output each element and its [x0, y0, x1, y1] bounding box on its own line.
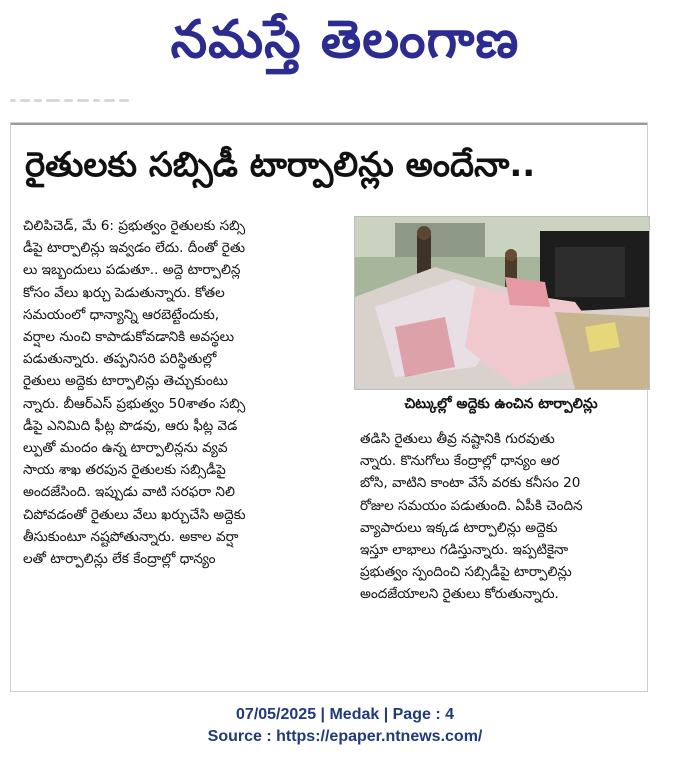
body-left-line: ల్పుతో మందం ఉన్న టార్పాలిన్లను వ్యవ — [23, 440, 228, 457]
body-right-line: ఇస్తూ లాభాలు గడిస్తున్నారు. ఇప్పటికైనా — [360, 542, 569, 559]
newspaper-logo: నమస్తే తెలంగాణ — [170, 9, 520, 70]
body-left-line: రైతులు అద్దెకు టార్పాలిన్లు తెచ్చుకుంటు — [23, 373, 228, 390]
body-left-line: పడుతున్నారు. తప్పనిసరి పరిస్థితుల్లో — [23, 351, 217, 368]
body-left-line: చిపోవడంతో రైతులు వేలు ఖర్చుచేసి అద్దెకు — [23, 506, 246, 523]
body-left-line: అందజేసింది. ఇప్పుడు వాటి సరఫరా నిలి — [23, 484, 235, 501]
top-rule — [11, 123, 647, 125]
body-left-line: తీసుకుంటూ నష్టపోతున్నారు. అకాల వర్షా — [23, 528, 239, 545]
article-body-left — [23, 215, 341, 570]
body-right-line: బోసి, వాటిని కాంటా వేసే వరకు కనీసం 20 — [360, 475, 581, 492]
body-right-line: రోజుల సమయం పడుతుంది. ఏపీకి చెందిన — [360, 497, 583, 514]
masthead — [0, 0, 690, 92]
article-column-left — [23, 215, 341, 570]
body-left-line: డీపై ఎనిమిది ఫీట్ల పొడవు, ఆరు ఫీట్ల వెడ — [23, 417, 238, 434]
body-left-line: లతో టార్పాలిన్లు లేక కేంద్రాల్లో ధాన్యం — [23, 551, 216, 568]
photo-caption: చిట్కుల్లో అద్దెకు ఉంచిన టార్పాలిన్లు — [404, 396, 598, 412]
body-right-line: వ్యాపారులు ఇక్కడ టార్పాలిన్లు అద్దెకు — [360, 519, 558, 536]
body-right-line: ప్రభుత్వం స్పందించి సబ్సిడీపై టార్పాలిన్లు — [360, 564, 572, 581]
body-left-line: న్నారు. బీఆర్ఎస్ ప్రభుత్వం 50శాతం సబ్సి — [23, 395, 246, 412]
footer — [0, 704, 690, 748]
body-left-line: చిలిపిచెడ్, మే 6: ప్రభుత్వం రైతులకు సబ్సి — [23, 218, 246, 234]
footer-date-page: 07/05/2025 | Medak | Page : 4 — [236, 706, 454, 723]
body-right-line: న్నారు. కొనుగోలు కేంద్రాల్లో ధాన్యం ఆర — [360, 453, 560, 470]
body-right-line: అందజేయాలని రైతులు కోరుతున్నారు. — [360, 586, 559, 603]
tarpaulin-photo — [355, 217, 649, 389]
body-left-line: సమయంలో ధాన్యాన్ని ఆరబెట్టేందుకు, — [23, 306, 220, 323]
body-right-line: తడిసి రైతులు తీవ్ర నష్టానికి గురవుతు — [360, 431, 555, 447]
footer-source: Source : https://epaper.ntnews.com/ — [207, 728, 483, 745]
article-headline: రైతులకు సబ్సిడీ టార్పాలిన్లు అందేనా.. — [25, 145, 536, 185]
body-left-line: సాయ శాఖ తరపున రైతులకు సబ్సిడీపై — [23, 462, 226, 479]
article-column-right — [360, 428, 650, 606]
body-left-line: డీపై టార్పాలిన్లు ఇవ్వడం లేదు. దీంతో రైతు — [23, 240, 246, 257]
body-left-line: కోసం వేలు ఖర్చు పెడుతున్నారు. కోతల — [23, 284, 225, 301]
body-left-line: వర్షాల నుంచి కాపాడుకోవడానికి అవస్థలు — [23, 329, 235, 346]
body-left-line: లు ఇబ్బందులు పడుతూ.. అద్దె టార్పాలిన్ల — [23, 262, 241, 279]
decorative-dots — [10, 96, 140, 104]
article-photo — [354, 216, 650, 390]
article-body-right — [360, 428, 650, 606]
